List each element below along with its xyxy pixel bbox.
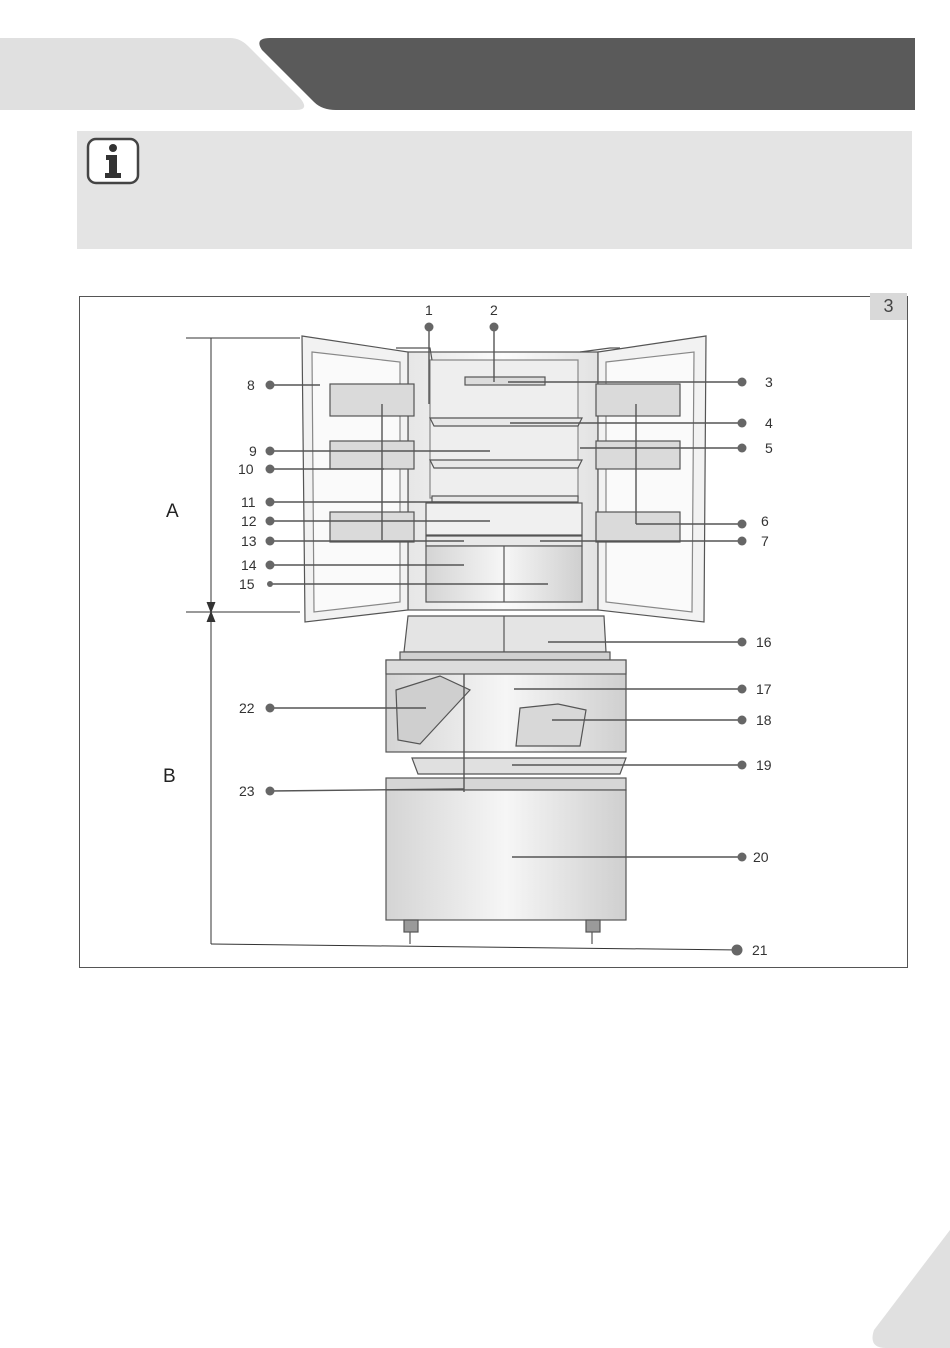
callout-10: 10 (238, 461, 254, 477)
callout-15: 15 (239, 576, 255, 592)
dimension-label-b: B (163, 766, 176, 787)
callout-5: 5 (765, 440, 773, 456)
callout-14: 14 (241, 557, 257, 573)
middle-drawer (400, 616, 610, 660)
callout-4: 4 (765, 415, 773, 431)
callout-1: 1 (425, 302, 433, 318)
callout-17: 17 (756, 681, 772, 697)
callout-16: 16 (756, 634, 772, 650)
figure-number: 3 (870, 293, 907, 320)
callout-12: 12 (241, 513, 257, 529)
callout-3: 3 (765, 374, 773, 390)
freezer-drawer-upper (386, 660, 626, 774)
dimension-label-a: A (166, 501, 179, 522)
callout-21: 21 (752, 942, 768, 958)
callout-19: 19 (756, 757, 772, 773)
page-corner-tab (860, 1230, 950, 1348)
callout-8: 8 (247, 377, 255, 393)
callout-18: 18 (756, 712, 772, 728)
callout-7: 7 (761, 533, 769, 549)
callout-13: 13 (241, 533, 257, 549)
callout-20: 20 (753, 849, 769, 865)
callout-11: 11 (241, 494, 256, 510)
callout-23: 23 (239, 783, 255, 799)
callout-22: 22 (239, 700, 255, 716)
callout-6: 6 (761, 513, 769, 529)
callout-2: 2 (490, 302, 498, 318)
right-door (580, 336, 706, 622)
freezer-drawer-lower (386, 778, 626, 944)
callout-9: 9 (249, 443, 257, 459)
